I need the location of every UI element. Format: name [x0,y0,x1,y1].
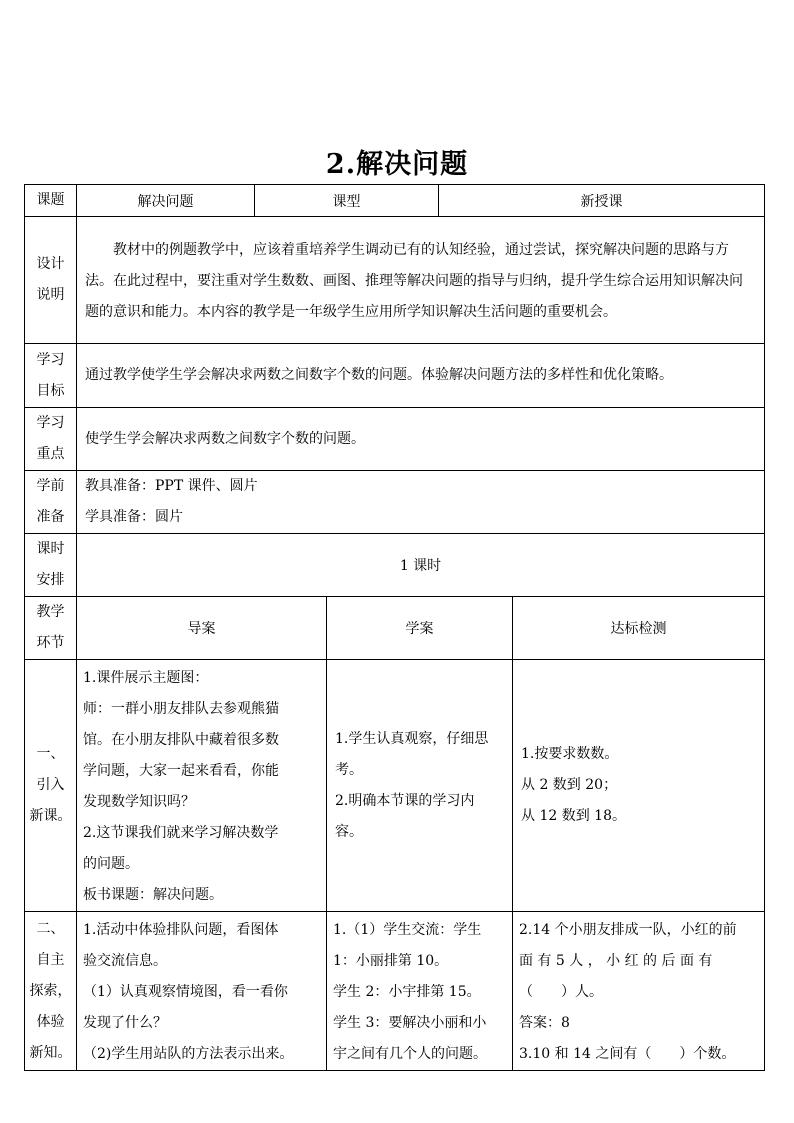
goals-row [25,344,765,408]
section-label: 一、 引入 新课。 [25,660,77,912]
stage-header-row [25,597,765,660]
topic-row [25,185,765,217]
focus-label: 学习 重点 [25,408,77,471]
study-cell: 1.（1）学生交流：学生 1：小丽排第 10。 学生 2：小宇排第 15。 学生 3：要解决小丽和小 宇之间有几个人的问题。 [327,912,513,1071]
section-row [25,660,765,912]
design-text: 教材中的例题教学中，应该着重培养学生调动已有的认知经验，通过尝试，探究解决问题的思路与方法。在此过程中，要注重对学生数数、画图、推理等解决问题的指导与归纳，提升学生综合运用知识解决问题的意识和能力。本内容的教学是一年级学生应用所学知识解决生活问题的重要机会。 [77,217,765,344]
schedule-value: 1 课时 [77,534,765,597]
focus-text: 使学生学会解决求两数之间数字个数的问题。 [77,408,765,471]
check-cell: 2.14 个小朋友排成一队，小红的前 面 有 5 人 ， 小 红 的 后 面 有 （ ）人。 答案：8 3.10 和 14 之间有（ ）个数。 [513,912,765,1071]
guide-column-header: 导案 [77,597,327,660]
prep-label: 学前 准备 [25,471,77,534]
teacher-prep: 教具准备：PPT 课件、圆片 [85,478,258,494]
lesson-plan-table [24,184,765,1071]
student-prep: 学具准备：圆片 [85,509,183,525]
lesson-type-value: 新授课 [439,185,765,217]
schedule-label: 课时 安排 [25,534,77,597]
check-cell: 1.按要求数数。 从 2 数到 20； 从 12 数到 18。 [513,660,765,912]
focus-row [25,408,765,471]
study-column-header: 学案 [327,597,513,660]
topic-label: 课题 [25,185,77,217]
design-row [25,217,765,344]
guide-cell: 1.课件展示主题图： 师：一群小朋友排队去参观熊猫 馆。在小朋友排队中藏着很多数 学问题，大家一起来看看，你能 发现数学知识吗？ 2.这节课我们就来学习解决数学 的问题。 板书课题：解决问题。 [77,660,327,912]
topic-value: 解决问题 [77,185,255,217]
check-column-header: 达标检测 [513,597,765,660]
goals-text: 通过教学使学生学会解决求两数之间数字个数的问题。体验解决问题方法的多样性和优化策略。 [77,344,765,408]
section-label: 二、 自主 探索， 体验 新知。 [25,912,77,1071]
lesson-type-label: 课型 [255,185,439,217]
stage-label: 教学 环节 [25,597,77,660]
prep-text [77,471,765,534]
goals-label: 学习 目标 [25,344,77,408]
design-label: 设计 说明 [25,217,77,344]
study-cell: 1.学生认真观察，仔细思 考。 2.明确本节课的学习内 容。 [327,660,513,912]
document-title: 2.解决问题 [325,149,469,180]
schedule-row [25,534,765,597]
section-row [25,912,765,1071]
guide-cell: 1.活动中体验排队问题，看图体 验交流信息。 （1）认真观察情境图，看一看你 发现了什么？ （2)学生用站队的方法表示出来。 [77,912,327,1071]
prep-row [25,471,765,534]
